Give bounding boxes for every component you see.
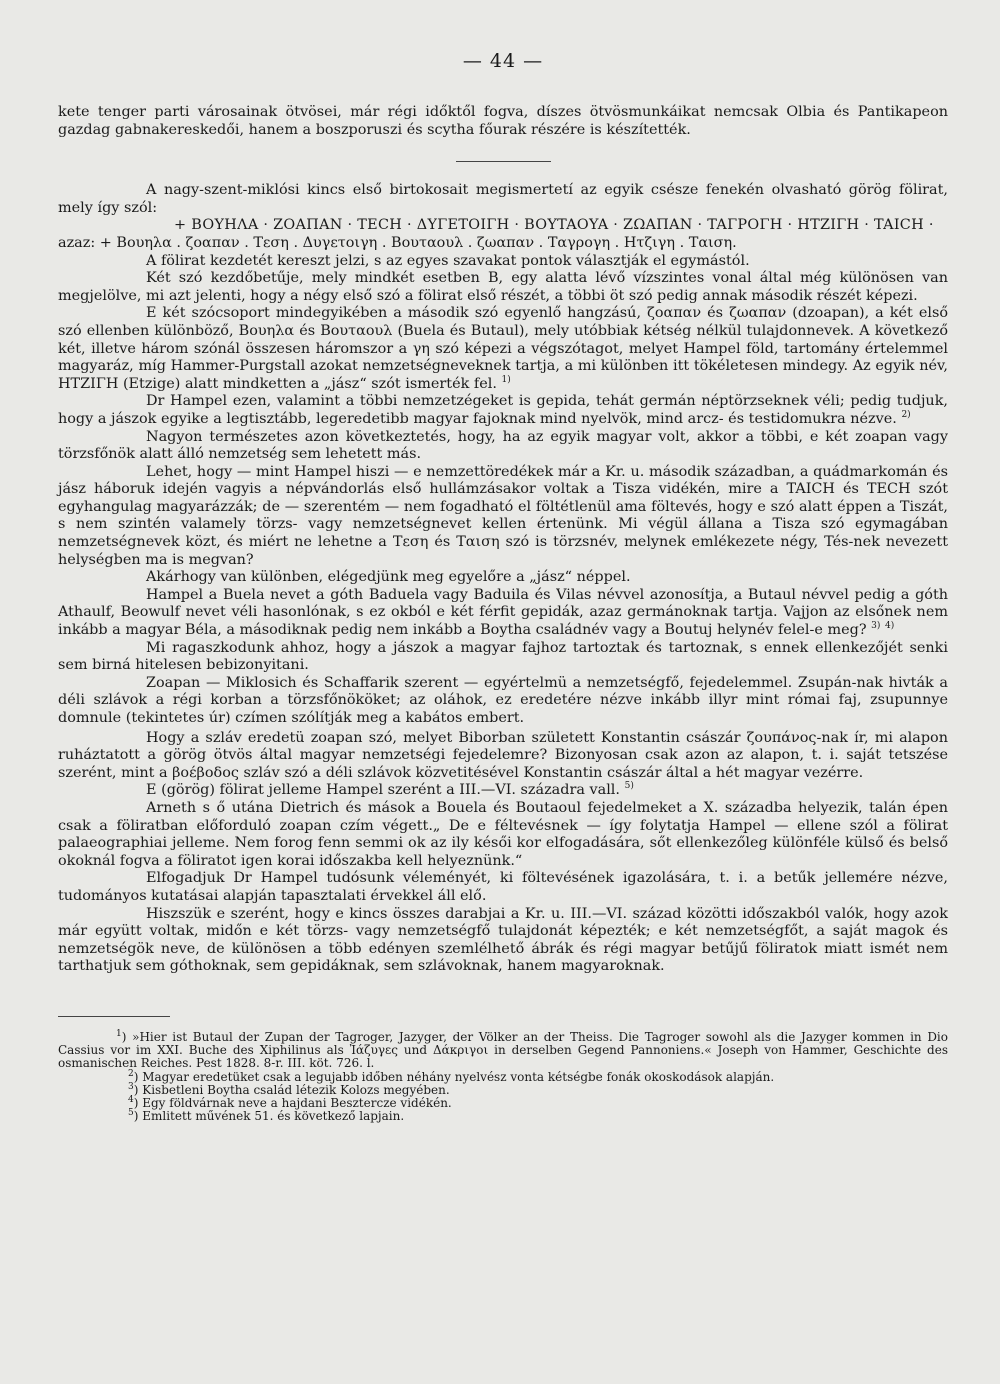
paragraph: Hogy a szláv eredetü zoapan szó, melyet Biborban született Konstantin császár ζουπάνος-nak ír, mi alapon ruháztatott a görög ötvös által magyar nemzetségi fejedelemre? Bizonyosan csak azon az alapon, t. i. saját tetszése szerént, mint a βοέβοδος szláv szó a déli szlávok közvetitésével Konstantin császár által a hét magyar vezérre. [58,729,948,781]
paragraph: kete tenger parti városainak ötvösei, már régi időktől fogva, díszes ötvösmunkáikat nemcsak Olbia és Pantikapeon gazdag gabnakereskedői, hanem a boszporuszi és scytha főurak részére is készítették. [58,104,948,138]
paragraph: Akárhogy van különben, elégedjünk meg egyelőre a „jász“ néppel. [146,569,631,586]
inscription-greek: + BOYHΛA · ZOAΠAN · TECH · ΔYΓETOIΓH · BOYTAOYA · ZΩAΠAN · TAΓPOΓH · HTZIΓH · TAICH · [174,217,934,234]
paragraph [58,393,948,428]
paragraph: Elfogadjuk Dr Hampel tudósunk véleményét, ki föltevésének igazolására, t. i. a betűk jellemére nézve, tudományos kutatásai alapján tapasztalati érvekkel áll elő. [58,870,948,904]
paragraph: A fölirat kezdetét kereszt jelzi, s az egyes szavakat pontok választják el egymástól. [146,252,750,269]
paragraph: Zoapan — Miklosich és Schaffarik szerent — egyértelmü a nemzetségfő, fejedelemmel. Zsupán-nak hivták a déli szlávok a régi korban a törzsfőnököket; az oláhok, ez eredetére nézve inkább illyr mint római faj, zsupunnye domnule (tekintetes úr) czímen szólítják meg a kabátos embert. [58,674,948,726]
paragraph: Mi ragaszkodunk ahhoz, hogy a jászok a magyar fajhoz tartoztak és tartoznak, s ennek ellenkezőjét senki sem birná hitelesen bebizonyitani. [58,639,948,674]
footnote-ref: 3) [871,621,881,632]
footnote: $^2$) Magyar eredetüket csak a legujabb időben néhány nyelvész vonta kétségbe fonák okoskodások alapján. [128,1068,775,1084]
paragraph [58,782,948,800]
paragraph-text: Hampel a Buela nevet a góth Baduela vagy Baduila és Vilas névvel azonosítja, a Butaul névvel pedig a góth Athaulf, Beowulf nevet véli hasonlónak, s ez okból e két férfit gepidák, azaz germánoknak tartja. Vajjon az elsőnek nem inkább a magyar Béla, a másodiknak pedig nem inkább a Boytha családnév vagy a Boutuj helynév felel-e meg? [58,586,948,639]
paragraph: Hiszszük e szerént, hogy e kincs összes darabjai a Kr. u. III.—VI. század közötti időszakból valók, hogy azok már együtt voltak, midőn e két törzs- vagy nemzetségfő tulajdonát képezték; e két nemzetségfőt, a saját magok és nemzetségök neve, de különösen a több edényen szemlélhető ábrák és régi magyar betűjű föliratok miatt ismét nem tarthatjuk sem góthoknak, sem gepidáknak, sem szlávoknak, hanem magyaroknak. [58,905,948,975]
section-divider [456,161,551,162]
footnote: $^3$) Kisbetleni Boytha család létezik Kolozs megyében. [128,1081,450,1097]
paragraph-text: E (görög) fölirat jelleme Hampel szerént a III.—VI. századra vall. [146,782,620,799]
paragraph: Nagyon természetes azon következtetés, hogy, ha az egyik magyar volt, akkor a többi, e két zoapan vagy törzsfőnök alatt álló nemzetség sem lehetett más. [58,428,948,463]
footnote-divider [58,1016,170,1017]
paragraph: Arneth s ő utána Dietrich és mások a Bouela és Boutaoul fejedelmeket a X. századba helyezik, talán épen csak a föliratban előforduló zoapan czím végett.„ De e féltevésnek — így folytatja Hampel — ellene szól a fölirat palaeographiai jelleme. Nem forog fenn semmi ok az ily késői kor elfogadására, sőt ellenkezőleg különféle külső és belső okoknál fogva a föliratot igen korai időszakba kell helyeznünk.“ [58,799,948,869]
footnote-ref: 5) [624,781,634,792]
paragraph [58,305,948,393]
footnote-ref: 1) [501,374,511,385]
inscription-transcription: azaz: + Βουηλα . ζοαπαν . Τεση . Δυγετοιγη . Βουταουλ . ζωαπαν . Ταγρογη . Ητζιγη . Ταιση. [58,234,737,251]
paragraph: Lehet, hogy — mint Hampel hiszi — e nemzettöredékek már a Kr. u. második században, a quádmarkomán és jász háboruk idején vagyis a népvándorlás első hullámzásakor voltak a Tisza vidékén, mire a TAICH és TECH szót egyhangulag magyarázzák; de — szerentém — nem fogadható el föltétlenül ama föltevés, hogy e szó alatt éppen a Tiszát, s nem szintén valamely törzs- vagy nemzetségnevet kellen értenünk. Mi végül állana a Tisza szó egymagában nemzetségnevek közt, és miért ne lehetne a Τεση és Ταιση szó is törzsnév, melynek emlékezete négy, Tés-nek nevezett helységben ma is megvan? [58,463,948,568]
page-number: — 44 — [462,50,544,72]
paragraph [58,587,948,640]
footnote: $^4$) Egy földvárnak neve a hajdani Beszterczе vidékén. [128,1094,452,1110]
footnote: $^1$) »Hier ist Butaul der Zupan der Tagroger, Jazyger, der Völker an der Theiss. Die Tagroger sowohl als die Jazyger kommen in Dio Cassius vor im XXI. Buche des Xiphilinus als Ἰάζυγες und Δάκριγοι in derselben Gegend Pannoniens.« Joseph von Hammer, Geschichte des osmanischen Reiches. Pest 1828. 8-r. III. köt. 726. l. [58,1028,948,1071]
footnote: $^5$) Emlitett művének 51. és következő lapjain. [128,1108,405,1124]
paragraph-text: Dr Hampel ezen, valamint a többi nemzetzégeket is gepida, tehát germán néptörzseknek véli; pedig tudjuk, hogy a jászok egyike a legtisztább, legeredetibb magyar fajoknak mind nyelvök, mind arcz- és testidomukra nézve. [58,393,948,427]
body-text [58,104,948,976]
footnote-ref: 4) [884,621,895,632]
paragraph: A nagy-szent-miklósi kincs első birtokosait megismertetí az egyik csésze fenekén olvasható görög fölirat, mely így szól: [58,182,948,216]
paragraph: Két szó kezdőbetűje, mely mindkét esetben B, egy alatta lévő vízszintes vonal által még különösen van megjelölve, mi azt jelenti, hogy a négy első szó a fölirat első részét, a többi öt szó pedig annak második részét képezi. [58,270,948,304]
footnote-ref: 2) [901,410,911,421]
footnotes [58,1028,948,1124]
paragraph-text: E két szócsoport mindegyikében a második szó egyenlő hangzású, ζοαπαν és ζωαπαν (dzoapan), a két első szó ellenben különböző, Βουηλα és Βουταουλ (Buela és Butaul), mely utóbbiak kétség nélkül tulajdonnevek. A következő két, illetve három szónál összesen háromszor a γη szó képezi a végszótagot, melyet Hampel föld, tartomány értelemmel magyaráz, míg Hammer-Purgstall azokat nemzetségneveknek tartja, a mi különben itt tökéletesen mindegy. Az egyik név, HTZIΓH (Etzige) alatt mindketten a „jász“ szót ismerték fel. [58,305,948,392]
